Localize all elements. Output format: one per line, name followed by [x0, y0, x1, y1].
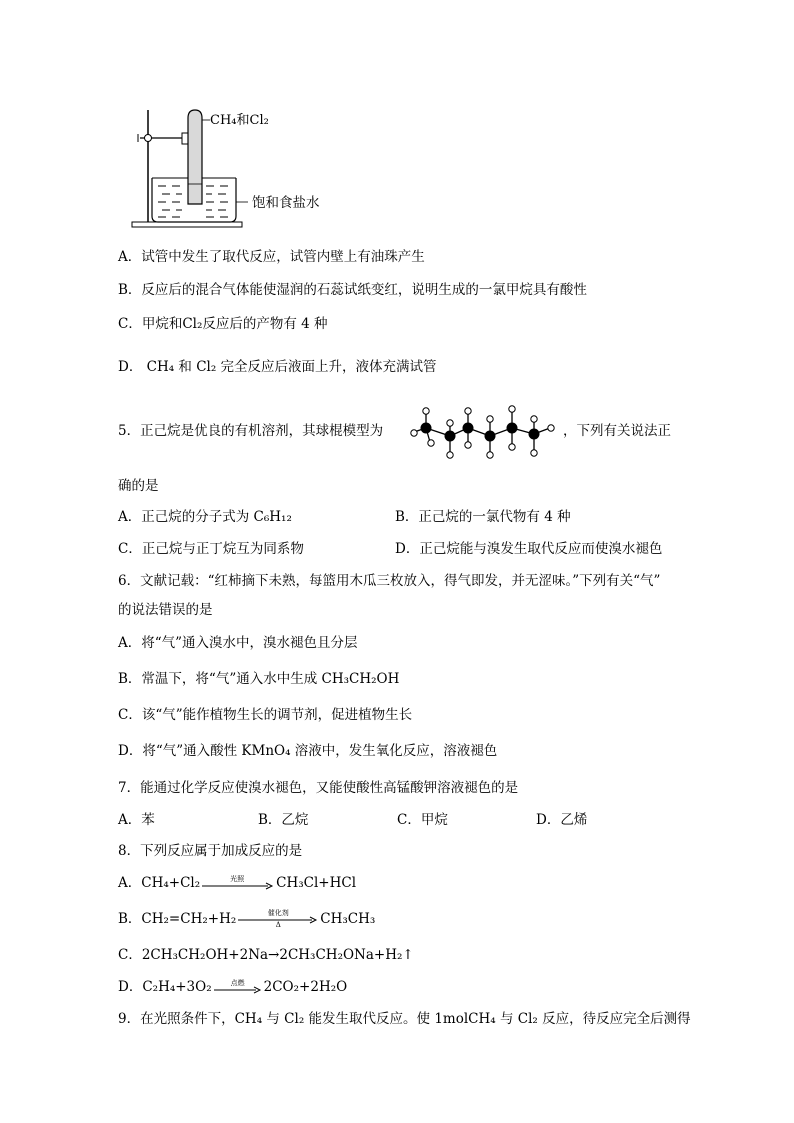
q7-option-d: D．乙烯 — [536, 812, 588, 828]
test-tube — [188, 110, 202, 204]
q7-option-b: B．乙烷 — [258, 812, 309, 828]
q5-stem-part1: 5．正己烷是优良的有机溶剂，其球棍模型为 — [118, 423, 384, 439]
q4-option-a: A．试管中发生了取代反应，试管内壁上有油珠产生 — [118, 249, 425, 265]
q5-option-a: A．正己烷的分子式为 C₆H₁₂ — [118, 509, 292, 525]
q4-option-b: B．反应后的混合气体能使湿润的石蕊试纸变红，说明生成的一氯甲烷具有酸性 — [118, 282, 587, 298]
q8-b-left: B．CH₂=CH₂+H₂ — [118, 911, 237, 927]
q4-option-d: D． CH₄ 和 Cl₂ 完全反应后液面上升，液体充满试管 — [118, 359, 437, 375]
q7-option-a: A．苯 — [118, 812, 155, 828]
reaction-arrow — [214, 978, 262, 995]
stand-base — [132, 222, 242, 227]
q6-option-c: C．该“气”能作植物生长的调节剂，促进植物生长 — [118, 707, 413, 723]
q7-stem: 7．能通过化学反应使溴水褪色，又能使酸性高锰酸钾溶液褪色的是 — [118, 780, 519, 796]
q8-a-left: A．CH₄+Cl₂ — [118, 875, 201, 891]
reaction-arrow — [202, 874, 274, 891]
q8-b-condition: 催化剂 — [267, 908, 289, 917]
q5-option-b: B．正己烷的一氯代物有 4 种 — [395, 509, 571, 525]
q8-d-condition: 点燃 — [230, 978, 245, 987]
q8-b-condition-heat: Δ — [275, 920, 281, 929]
q8-d-left: D．C₂H₄+3O₂ — [118, 979, 212, 995]
clamp-knob — [145, 135, 152, 142]
q5-stem-part2: ，下列有关说法正 — [563, 423, 671, 439]
q6-option-b: B．常温下，将“气”通入水中生成 CH₃CH₂OH — [118, 671, 400, 687]
q8-d-right: 2CO₂+2H₂O — [263, 979, 348, 995]
q8-stem: 8．下列反应属于加成反应的是 — [118, 843, 303, 859]
figure-label-gas: CH₄和Cl₂ — [210, 113, 269, 128]
q6-option-d: D．将“气”通入酸性 KMnO₄ 溶液中，发生氧化反应，溶液褪色 — [118, 743, 498, 759]
q5-option-c: C．正己烷与正丁烷互为同系物 — [118, 541, 304, 557]
figure-label-water: 饱和食盐水 — [252, 195, 320, 211]
q8-option-c: C．2CH₃CH₂OH+2Na→2CH₃CH₂ONa+H₂↑ — [118, 947, 414, 963]
q4-option-c: C．甲烷和Cl₂反应后的产物有 4 种 — [118, 316, 328, 332]
reaction-arrow — [238, 908, 318, 929]
q5-option-d: D．正己烷能与溴发生取代反应而使溴水褪色 — [395, 541, 663, 557]
q8-option-b — [118, 909, 375, 929]
q8-a-right: CH₃Cl+HCl — [276, 875, 357, 891]
q6-stem-line2: 的说法错误的是 — [118, 602, 213, 618]
q8-option-d — [118, 977, 347, 997]
q6-stem-line1: 6．文献记载：“红柿摘下未熟，每篮用木瓜三枚放入，得气即发，并无涩味。”下列有关“气” — [118, 573, 661, 589]
q6-option-a: A．将“气”通入溴水中，溴水褪色且分层 — [118, 635, 358, 651]
q5-stem-part3: 确的是 — [118, 478, 159, 494]
q7-option-c: C．甲烷 — [397, 812, 448, 828]
q8-option-a — [118, 873, 356, 893]
q8-b-right: CH₃CH₃ — [320, 911, 376, 927]
q9-stem: 9．在光照条件下，CH₄ 与 Cl₂ 能发生取代反应。使 1molCH₄ 与 Cl₂ 反应，待反应完全后测得 — [118, 1011, 691, 1027]
q8-a-condition: 光照 — [230, 874, 245, 883]
ball-stick-model-figure — [410, 402, 570, 464]
